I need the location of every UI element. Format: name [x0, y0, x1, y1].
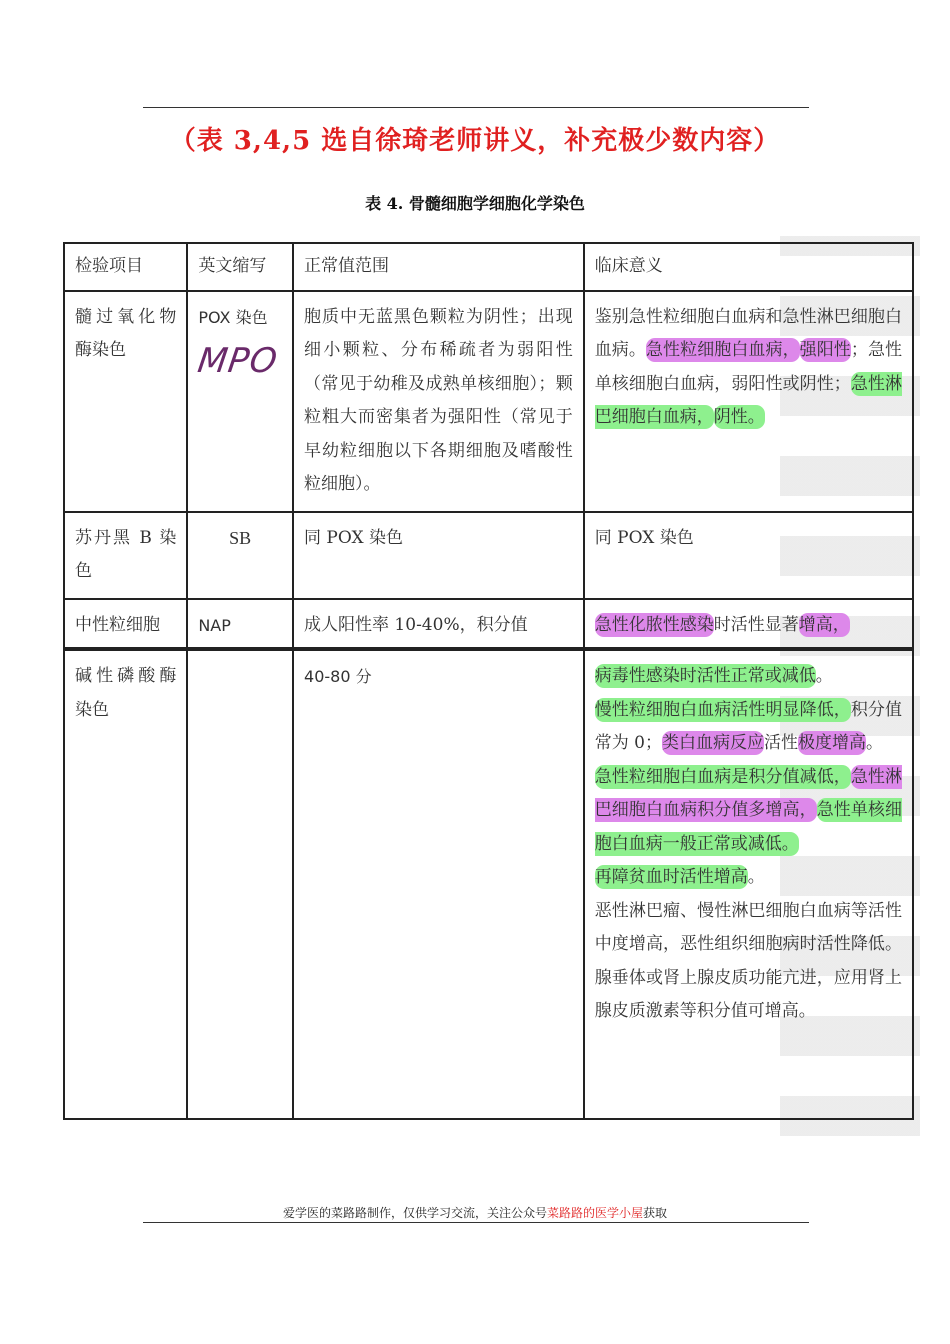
row-sb-clinical: 同 POX 染色	[584, 512, 913, 599]
row-pox-clinical: 鉴别急性粒细胞白血病和急性淋巴细胞白血病。急性粒细胞白血病，强阳性；急性单核细胞白血病，弱阳性或阴性；急性淋巴细胞白血病，阴性。	[584, 291, 913, 512]
row-sb-abbr: SB	[229, 527, 252, 548]
row-pox-normal: 胞质中无蓝黑色颗粒为阴性；出现细小颗粒、分布稀疏者为弱阳性（常见于幼稚及成熟单核细胞）；颗粒粗大而密集者为强阳性（常见于早幼粒细胞以下各期细胞及嗜酸性粒细胞）。	[293, 291, 584, 512]
row-nap-clinical-a: 急性化脓性感染时活性显著增高，	[584, 599, 913, 650]
row-pox-abbr: POX 染色	[198, 307, 268, 327]
highlight: 急性单核细胞白血病一般正常或减低。	[594, 800, 903, 854]
highlight: 强阳性	[799, 340, 851, 360]
handwritten-mpo-annotation: MPO	[195, 341, 281, 381]
row-nap-item-b: 碱性磷酸酶染色	[64, 649, 187, 1119]
highlight: 阴性。	[713, 407, 765, 427]
staining-table	[63, 242, 914, 1120]
highlight: 急性化脓性感染	[594, 614, 714, 635]
footer-account-name: 菜路路的医学小屋	[546, 1206, 643, 1220]
row-nap-normal-a: 成人阳性率 10-40%，积分值	[293, 599, 584, 650]
highlight: 急性淋巴细胞白血病，	[594, 373, 903, 427]
row-sb-item: 苏丹黑 B 染色	[64, 512, 187, 599]
highlight: 再障贫血时活性增高	[594, 867, 748, 887]
header-normal: 正常值范围	[293, 243, 584, 291]
row-nap-normal-b: 40-80 分	[293, 649, 584, 1119]
row-sb-normal: 同 POX 染色	[293, 512, 584, 599]
top-divider	[143, 107, 809, 108]
highlight: 慢性粒细胞白血病活性明显降低，	[594, 699, 851, 720]
row-nap-clinical-b: 病毒性感染时活性正常或减低。 慢性粒细胞白血病活性明显降低，积分值常为 0；类白血病反应活性极度增高。 急性粒细胞白血病是积分值减低，急性淋巴细胞白血病积分值多增高，急性单核细胞白血病一般正常或减低。 再障贫血时活性增高。 恶性淋巴瘤、慢性淋巴细胞白血病等活性中度增高，恶性组织细胞病时活性降低。腺垂体或肾上腺皮质功能亢进，应用肾上腺皮质激素等积分值可增高。	[584, 649, 913, 1119]
header-item: 检验项目	[64, 243, 187, 291]
footer-note: 爱学医的菜路路制作，仅供学习交流，关注公众号菜路路的医学小屋获取	[282, 1206, 668, 1220]
table-caption: 表 4. 骨髓细胞学细胞化学染色	[365, 194, 585, 213]
row-nap-item-a: 中性粒细胞	[64, 599, 187, 650]
page-heading: （表 3,4,5 选自徐琦老师讲义，补充极少数内容）	[169, 126, 781, 156]
row-sb-abbr-cell	[187, 512, 293, 599]
highlight: 急性淋巴细胞白血病积分值多增高，	[594, 766, 903, 820]
highlight: 增高，	[798, 614, 850, 635]
bottom-divider	[143, 1222, 809, 1223]
table-row	[64, 291, 913, 512]
highlight: 病毒性感染时活性正常或减低	[594, 666, 816, 686]
row-pox-abbr-cell	[187, 291, 293, 512]
header-abbr: 英文缩写	[187, 243, 293, 291]
table-row	[64, 649, 913, 1119]
table-header-row	[64, 243, 913, 291]
row-nap-abbr-cell	[187, 599, 293, 650]
header-clinical: 临床意义	[584, 243, 913, 291]
highlight: 类白血病反应	[661, 733, 764, 753]
row-nap-abbr: NAP	[198, 615, 231, 635]
highlight: 极度增高	[797, 733, 866, 753]
row-pox-item: 髓过氧化物酶染色	[64, 291, 187, 512]
row-nap-abbr-empty	[187, 649, 293, 1119]
table-row	[64, 512, 913, 599]
highlight: 急性粒细胞白血病，	[645, 340, 800, 360]
table-row	[64, 599, 913, 650]
highlight: 急性粒细胞白血病是积分值减低，	[594, 766, 851, 787]
